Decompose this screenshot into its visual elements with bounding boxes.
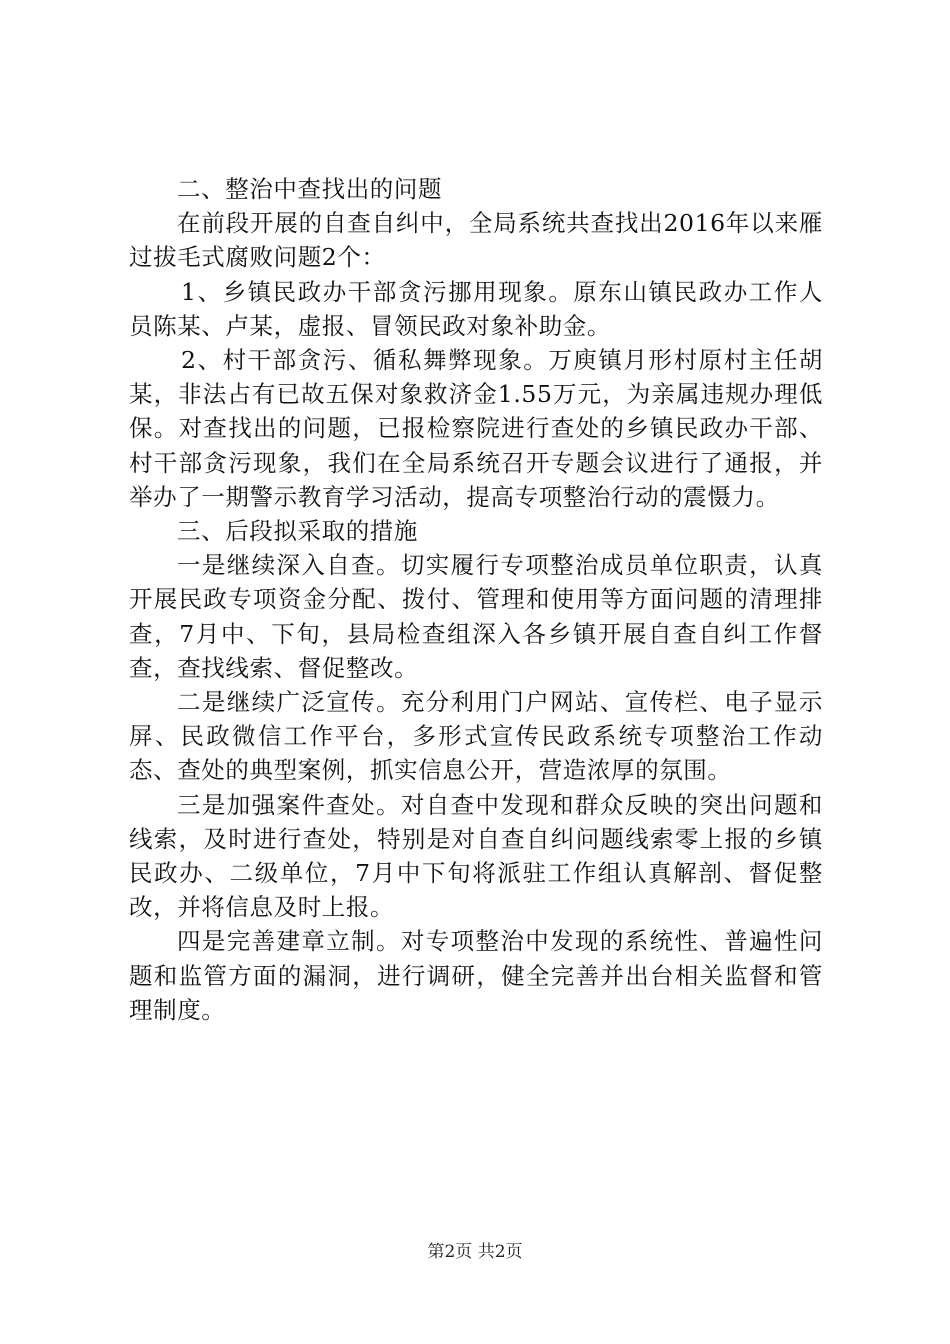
section-heading-problems: 二、整治中查找出的问题 xyxy=(177,175,443,203)
paragraph-item-2: 2、村干部贪污、循私舞弊现象。万庾镇月形村原村主任胡某，非法占有已故五保对象救济金1.55万元，为亲属违规办理低保。对查找出的问题，已报检察院进行查处的乡镇民政办干部、村干部贪污现象，我们在全局系统召开专题会议进行了通报，并举办了一期警示教育学习活动，提高专项整治行动的震慑力。 xyxy=(129,346,823,511)
paragraph-measure-1: 一是继续深入自查。切实履行专项整治成员单位职责，认真开展民政专项资金分配、拨付、管理和使用等方面问题的清理排查，7月中、下旬，县局检查组深入各乡镇开展自查自纠工作督查，查找线索、督促整改。 xyxy=(129,551,823,682)
paragraph-item-1: 1、乡镇民政办干部贪污挪用现象。原东山镇民政办工作人员陈某、卢某，虚报、冒领民政对象补助金。 xyxy=(129,277,823,340)
document-body xyxy=(129,172,823,1027)
section-heading-measures: 三、后段拟采取的措施 xyxy=(177,517,418,546)
paragraph-summary: 在前段开展的自查自纠中，全局系统共查找出2016年以来雁过拔毛式腐败问题2个： xyxy=(129,209,823,272)
paragraph-measure-2: 二是继续广泛宣传。充分利用门户网站、宣传栏、电子显示屏、民政微信工作平台，多形式宣传民政系统专项整治工作动态、查处的典型案例，抓实信息公开，营造浓厚的氛围。 xyxy=(129,688,823,785)
paragraph-measure-4: 四是完善建章立制。对专项整治中发现的系统性、普遍性问题和监管方面的漏洞，进行调研，健全完善并出台相关监督和管理制度。 xyxy=(129,927,823,1024)
page-number-footer: 第2页 共2页 xyxy=(427,1242,523,1262)
paragraph-measure-3: 三是加强案件查处。对自查中发现和群众反映的突出问题和线索，及时进行查处，特别是对自查自纠问题线索零上报的乡镇民政办、二级单位，7月中下旬将派驻工作组认真解剖、督促整改，并将信息及时上报。 xyxy=(129,790,823,922)
